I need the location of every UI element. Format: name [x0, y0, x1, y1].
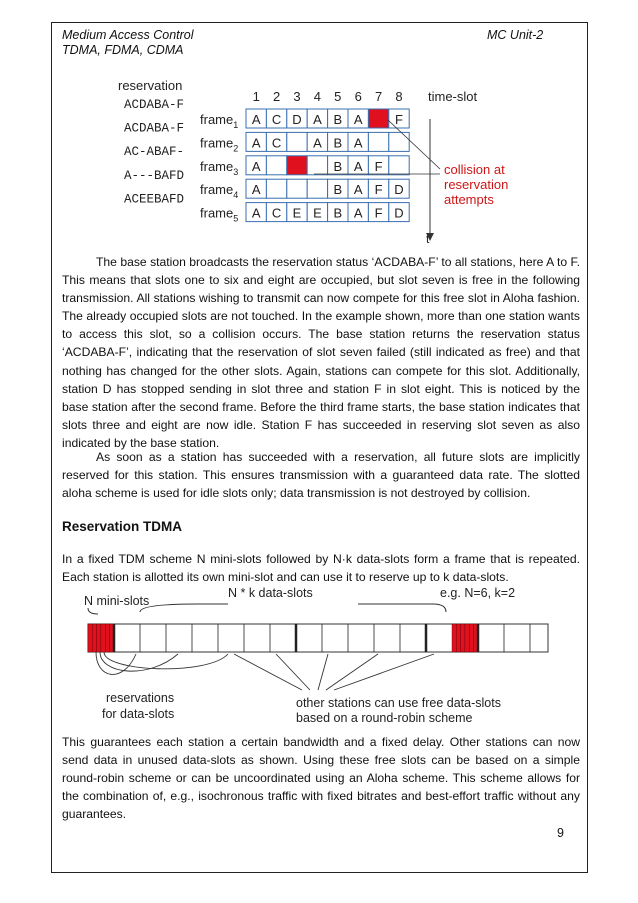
slot-station: B [333, 158, 343, 174]
slot-station: A [313, 112, 322, 127]
mini-slot [452, 624, 456, 652]
slot-number: 4 [313, 89, 322, 104]
slot-station: A [313, 135, 322, 151]
slot-station: A [353, 112, 363, 127]
slot-station: A [353, 205, 363, 221]
free-slot-arrow [326, 654, 378, 690]
mini-slot [456, 624, 460, 652]
slot-station: F [374, 205, 383, 221]
frame-rows [200, 109, 409, 224]
reservation-string: ACDABA-F [124, 121, 185, 136]
reservations-label-line1: reservations [106, 691, 175, 705]
slot-station: C [271, 205, 282, 221]
slot-cell [266, 179, 286, 198]
slot-cell [368, 132, 388, 151]
time-axis-label: t [426, 232, 430, 246]
slot-station: B [333, 182, 343, 198]
slot-station: D [394, 205, 404, 221]
slot-station: A [251, 112, 261, 127]
free-slot-arrow [318, 654, 328, 690]
slot-station: A [251, 182, 261, 198]
slot-cell [287, 179, 307, 198]
slot-station: B [333, 112, 343, 127]
free-slot-arrow [334, 654, 434, 690]
other-stations-label-line2: based on a round-robin scheme [296, 711, 473, 724]
running-header-left [62, 28, 194, 58]
reservations-label-line2: for data-slots [102, 707, 175, 721]
tdma-frame-bar [88, 624, 548, 652]
slot-station: B [333, 135, 343, 151]
slot-number: 7 [374, 89, 383, 104]
page-number: 9 [557, 826, 564, 840]
frame-label: frame$_1$ [200, 112, 239, 130]
reservation-arrow [100, 652, 178, 671]
mini-slot [88, 624, 92, 652]
mini-slot [105, 624, 109, 652]
free-slot-arrow [276, 654, 310, 690]
header-course-title: Medium Access Control [62, 28, 194, 42]
slot-station: E [313, 205, 322, 221]
mini-slot [92, 624, 96, 652]
reservation-string: A---BAFD [124, 168, 185, 183]
frame-index: 5 [233, 213, 239, 224]
slot-number: 1 [252, 89, 260, 104]
reservation-string: AC-ABAF- [124, 145, 185, 160]
slot-station: F [395, 112, 403, 127]
header-unit: MC Unit-2 [487, 28, 544, 42]
collision-cell [368, 109, 388, 128]
time-slot-label: time-slot [428, 89, 478, 104]
reservation-label: reservation [118, 78, 183, 93]
paragraph-2: As soon as a station has succeeded with a reservation, all future slots are implicitly reserved for this station. This ensures transmission with a guaranteed data rate. The slotted aloha scheme is used for idle slots only; data transmission is not destroyed by collision. [62, 450, 580, 501]
collision-annotation [444, 162, 508, 207]
mini-slot [101, 624, 105, 652]
slot-number: 6 [354, 89, 362, 104]
reservation-arrow [104, 652, 228, 669]
collision-annotation-line: collision at [444, 162, 505, 177]
slot-cell [389, 156, 409, 175]
slot-number: 8 [395, 89, 403, 104]
slot-cell [266, 156, 286, 175]
mini-slots-label: N mini-slots [84, 594, 150, 608]
slot-station: D [292, 112, 302, 127]
data-slots-brace [140, 604, 446, 612]
section-heading: Reservation TDMA [62, 519, 183, 534]
mini-slot [469, 624, 473, 652]
frame-label: frame$_3$ [200, 158, 239, 177]
reservation-string: ACDABA-F [124, 98, 185, 112]
reservation-string: ACEEBAFD [124, 192, 185, 207]
collision-cell [287, 156, 307, 175]
slot-station: A [251, 205, 261, 221]
slot-station: C [271, 135, 282, 151]
other-stations-label-line1: other stations can use free data-slots [296, 696, 501, 710]
frame-index: 3 [233, 166, 239, 177]
mini-slot [465, 624, 469, 652]
mini-slots-brace [88, 608, 98, 614]
frame-label: frame$_4$ [200, 182, 239, 201]
frame-index: 2 [233, 143, 239, 154]
reservation-arrows [96, 652, 434, 690]
paragraph-3: In a fixed TDM scheme N mini-slots followed by N·k data-slots form a frame that is repeated. Each station is allotted its own mini-slot and can use it to reserve up to k data-slots. [62, 552, 580, 585]
slot-station: D [394, 182, 404, 198]
slot-station: A [353, 158, 363, 174]
collision-annotation-line: attempts [444, 192, 494, 207]
slot-number: 3 [293, 89, 301, 104]
free-slot-arrow [234, 654, 302, 690]
reservation-strings [124, 98, 184, 206]
paragraph-4: This guarantees each station a certain bandwidth and a fixed delay. Other stations can now send data in unused data-slots as shown. Using these free slots can be based on a simple round-robin scheme or can be uncoordinated using an Aloha scheme. This scheme allows for the combination of, e.g., isochronous traffic with fixed bitrates and best-effort traffic without any guarantees. [62, 735, 580, 822]
slot-cell [307, 179, 327, 198]
paragraph-1: The base station broadcasts the reservation status ‘ACDABA-F’ to all stations, here A to F. This means that slots one to six and eight are occupied, but slot seven is free in the following transmission. All stations wishing to transmit can now compete for this free slot in Aloha fashion. The already occupied slots are not touched. In the example shown, more than one station wants to access this slot, so a collision occurs. The base station returns the reservation status ‘ACDABA-F’, indicating that the reservation of slot seven failed (still indicated as free) and that nothing has changed for the other slots. Again, stations can compete for this slot. Additionally, station D has stopped sending in slot three and station F in slot eight. This is noticed by the base station after the second frame. Before the third frame starts, the base station indicates that slots three and eight are now idle. Station F has succeeded in reserving slot seven as also indicated by the base station. [62, 255, 580, 450]
slot-station: B [333, 205, 343, 221]
mini-slot [97, 624, 101, 652]
frame-label: frame$_5$ [200, 205, 239, 224]
slot-cell [389, 132, 409, 151]
reservation-tdma-figure [78, 584, 558, 724]
data-slots-label: N * k data-slots [228, 586, 313, 600]
slot-station: A [353, 182, 363, 198]
frame-label: frame$_2$ [200, 135, 239, 154]
example-params-label: e.g. N=6, k=2 [440, 586, 516, 600]
frame-index: 1 [233, 120, 239, 130]
slot-station: F [374, 158, 383, 174]
slot-number-row [253, 89, 403, 104]
slot-station: E [292, 205, 302, 221]
slot-cell [287, 132, 307, 151]
slot-station: A [353, 135, 363, 151]
collision-annotation-line: reservation [444, 177, 509, 192]
reservation-aloha-figure [110, 75, 530, 247]
slot-cell [307, 156, 327, 175]
slot-number: 5 [334, 89, 342, 104]
mini-slot [461, 624, 465, 652]
slot-station: C [271, 112, 282, 127]
frame-index: 4 [233, 190, 239, 201]
slot-station: A [251, 158, 261, 174]
slot-number: 2 [272, 89, 281, 104]
slot-station: F [374, 182, 383, 198]
header-topic: TDMA, FDMA, CDMA [62, 43, 184, 57]
slot-station: A [251, 135, 261, 151]
